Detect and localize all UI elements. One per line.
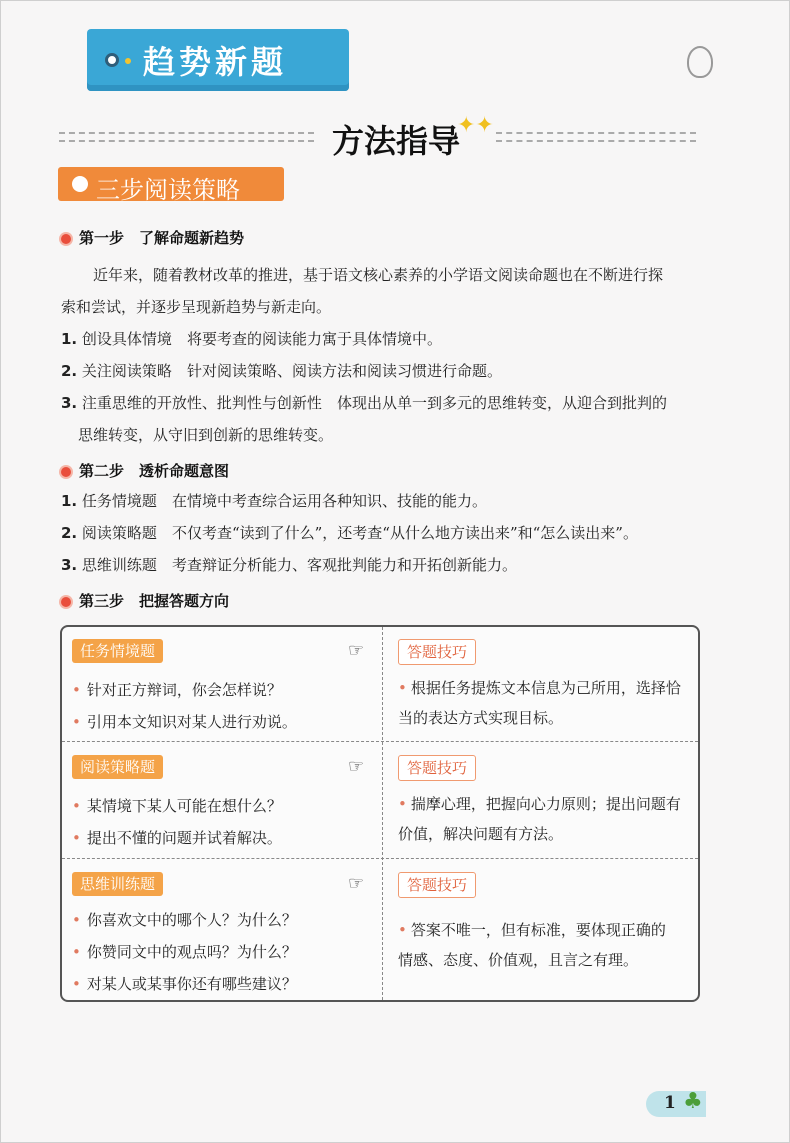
point-label: 创设具体情境 [81,330,172,348]
step-bullet-icon [61,234,71,244]
tip-text: • 根据任务提炼文本信息为己所用，选择恰 当的表达方式实现目标。 [398,679,681,727]
point-text: 在情境中考查综合运用各种知识、技能的能力。 [171,492,487,510]
point-label: 阅读策略题 [81,524,157,542]
tip-label-tag: 答题技巧 [398,872,476,898]
banner-dot-icon [125,58,131,64]
point-text: 将要考查的阅读能力寓于具体情境中。 [186,330,442,348]
point-number: 1. [61,330,78,348]
section-bullet-icon [72,176,88,192]
banner-eye-icon [105,53,119,67]
question-type-tag: 阅读策略题 [72,755,163,779]
point-text: 考查辩证分析能力、客观批判能力和开拓创新能力。 [171,556,517,574]
pointing-hand-icon: ☞ [348,640,365,661]
point-label: 任务情境题 [81,492,157,510]
page-number: 1 [664,1093,676,1113]
question-item: • 你赞同文中的观点吗？为什么？ [72,943,297,961]
sparkle-icon: ✦✦ [457,113,494,138]
step1-intro-line2: 索和尝试，并逐步呈现新趋势与新走向。 [61,298,332,316]
point-label: 关注阅读策略 [81,362,172,380]
step2-point-2 [61,522,638,543]
step1-heading [61,227,244,248]
page-heading: 方法指导 [331,122,460,160]
question-item: • 引用本文知识对某人进行劝说。 [72,713,297,731]
point-label: 注重思维的开放性、批判性与创新性 [81,394,322,412]
point-number: 3. [61,556,78,574]
question-item: • 某情境下某人可能在想什么？ [72,797,282,815]
question-item: • 你喜欢文中的哪个人？为什么？ [72,911,297,929]
step1-point-1 [61,328,442,349]
step-bullet-icon [61,597,71,607]
pointing-hand-icon: ☞ [348,873,365,894]
section-title: 三步阅读策略 [96,176,240,204]
point-number: 2. [61,524,78,542]
topic-banner [87,29,349,91]
column-divider [382,627,383,1000]
step2-heading [61,460,229,481]
tip-text: • 答案不唯一，但有标准，要体现正确的 情感、态度、价值观，且言之有理。 [398,921,666,969]
step2-point-3 [61,554,517,575]
clover-icon: ♣ [683,1089,703,1114]
point-number: 1. [61,492,78,510]
step3-heading [61,590,229,611]
tip-label-tag: 答题技巧 [398,639,476,665]
section-tab [58,167,284,204]
banner-title: 趋势新题 [143,43,288,81]
question-item: • 提出不懂的问题并试着解决。 [72,829,282,847]
point-text: 体现出从单一到多元的思维转变，从迎合到批判的 [336,394,667,412]
step1-point-3 [61,392,667,413]
point-label: 思维训练题 [81,556,157,574]
question-type-tag: 任务情境题 [72,639,163,663]
point-number: 2. [61,362,78,380]
question-item: • 针对正方辩词，你会怎样说？ [72,681,282,699]
answer-strategy-table [60,625,700,1002]
row-divider [62,858,698,859]
point-text: 不仅考查“读到了什么”，还考查“从什么地方读出来”和“怎么读出来”。 [171,524,638,542]
tip-label-tag: 答题技巧 [398,755,476,781]
balloon-icon [687,46,713,78]
step1-title: 第一步 了解命题新趋势 [79,229,245,247]
point-number: 3. [61,394,78,412]
tip-text: • 揣摩心理，把握向心力原则；提出问题有 价值，解决问题有方法。 [398,795,681,843]
step3-title: 第三步 把握答题方向 [79,592,230,610]
step1-point-2 [61,360,502,381]
question-type-tag: 思维训练题 [72,872,163,896]
step-bullet-icon [61,467,71,477]
step1-intro-line1: 近年来，随着教材改革的推进，基于语文核心素养的小学语文阅读命题也在不断进行探 [93,266,664,284]
question-item: • 对某人或某事你还有哪些建议？ [72,975,297,993]
step2-title: 第二步 透析命题意图 [79,462,230,480]
point-text: 针对阅读策略、阅读方法和阅读习惯进行命题。 [186,362,502,380]
pointing-hand-icon: ☞ [348,756,365,777]
row-divider [62,741,698,742]
heading-divider-right [496,132,696,142]
step2-point-1 [61,490,487,511]
step1-point-3-cont: 思维转变，从守旧到创新的思维转变。 [78,426,334,444]
